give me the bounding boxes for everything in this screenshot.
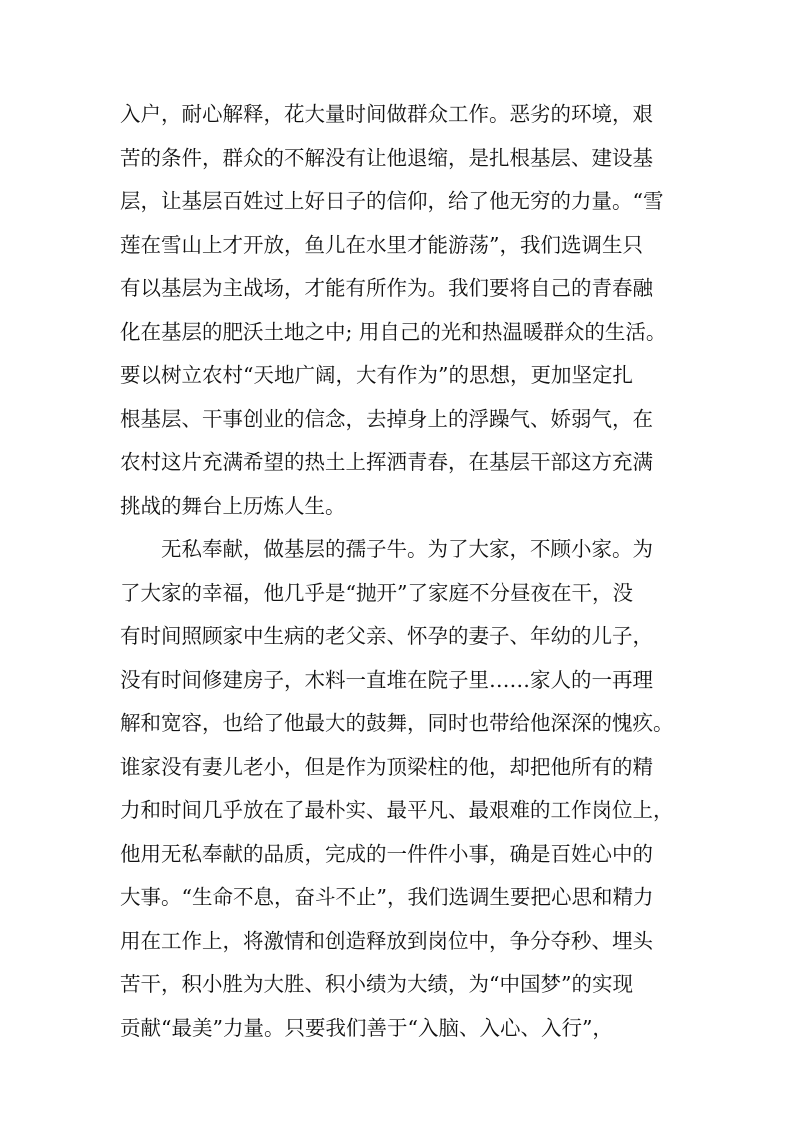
text-line: 贡献“最美”力量。只要我们善于“入脑、入心、入行”， [120, 1015, 613, 1040]
text-line: 要以树立农村“天地广阔，大有作为”的思想，更加坚定扎 [120, 363, 633, 387]
text-line: 大事。“生命不息，奋斗不止”，我们选调生要把心思和精力 [120, 885, 654, 909]
text-line: 没有时间修建房子，木料一直堆在院子里……家人的一再理 [120, 667, 653, 692]
body-text [120, 93, 680, 1050]
text-line: 无私奉献，做基层的孺子牛。为了大家，不顾小家。为 [120, 537, 653, 561]
text-line: 入户，耐心解释，花大量时间做群众工作。恶劣的环境，艰 [120, 102, 653, 126]
text-line: 苦的条件，群众的不解没有让他退缩，是扎根基层、建设基 [120, 145, 653, 170]
text-line: 苦干，积小胜为大胜、积小绩为大绩，为“中国梦”的实现 [120, 972, 633, 996]
text-line: 有时间照顾家中生病的老父亲、怀孕的妻子、年幼的儿子， [120, 624, 653, 648]
text-line: 化在基层的肥沃土地之中; 用自己的光和热温暖群众的生活。 [120, 319, 667, 344]
text-line: 根基层、干事创业的信念，去掉身上的浮躁气、娇弱气，在 [120, 406, 653, 431]
text-line: 他用无私奉献的品质，完成的一件件小事，确是百姓心中的 [120, 841, 653, 866]
text-line: 有以基层为主战场，才能有所作为。我们要将自己的青春融 [120, 276, 653, 300]
text-line: 用在工作上，将激情和创造释放到岗位中，争分夺秒、埋头 [120, 928, 653, 953]
text-line: 层，让基层百姓过上好日子的信仰，给了他无穷的力量。“雪 [120, 189, 664, 213]
text-line: 力和时间几乎放在了最朴实、最平凡、最艰难的工作岗位上， [120, 798, 674, 822]
text-line: 解和宽容，也给了他最大的鼓舞，同时也带给他深深的愧疚。 [120, 711, 674, 735]
text-line: 挑战的舞台上历炼人生。 [120, 493, 346, 518]
text-line: 谁家没有妻儿老小，但是作为顶梁柱的他，却把他所有的精 [120, 754, 653, 779]
text-line: 了大家的幸福，他几乎是“抛开”了家庭不分昼夜在干，没 [120, 580, 633, 605]
text-line: 农村这片充满希望的热土上挥洒青春，在基层干部这方充满 [120, 450, 653, 474]
text-line: 莲在雪山上才开放，鱼儿在水里才能游荡”，我们选调生只 [120, 232, 643, 257]
